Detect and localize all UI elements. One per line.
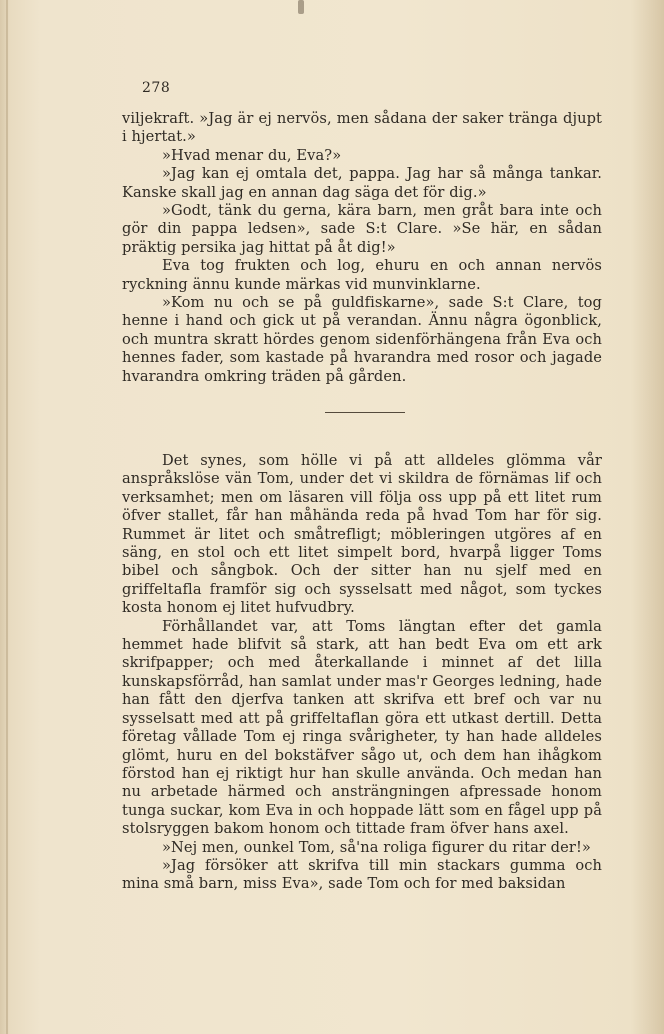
page-number: 278 — [142, 80, 171, 96]
paragraph: Det synes, som hölle vi på att alldeles glömma vår anspråkslöse vän Tom, under det vi skildra de förnämas lif och verksamhet; men om läsaren vill följa oss upp på ett litet rum öfver stallet, får han måhända reda på hvad Tom har för sig. Rummet är litet och småtrefligt; möbleringen utgöres af en säng, en stol och ett litet simpelt bord, hvarpå ligger Toms bibel och sångbok. Och der sitter han nu sjelf med en griffeltafla framför sig och sysselsatt med något, som tyckes kosta honom ej litet hufvudbry. — [122, 452, 602, 617]
paragraph: »Hvad menar du, Eva?» — [162, 146, 342, 164]
paragraph: Eva tog frukten och log, ehuru en och annan nervös ryckning ännu kunde märkas vid munvinklarne. — [122, 257, 602, 293]
paragraph: Förhållandet var, att Toms längtan efter det gamla hemmet hade blifvit så stark, att han bedt Eva om ett ark skrifpapper; och med återkallande i minnet af det lilla kunskapsförråd, han samlat under mas'r Georges ledning, hade han fått den djerfva tanken att skrifva ett bref och var nu sysselsatt med att på griffeltaflan göra ett utkast dertill. Detta företag vållade Tom ej ringa svårigheter, ty han hade alldeles glömt, huru en del bokstäfver sågo ut, och dem han ihågkom förstod han ej riktigt hur han skulle använda. Och medan han nu arbetade härmed och ansträngningen afpressade honom tunga suckar, kom Eva in och hoppade lätt som en fågel upp på stolsryggen bakom honom och tittade fram öfver hans axel. — [122, 617, 602, 838]
section-divider — [325, 412, 405, 413]
paragraph: »Godt, tänk du gerna, kära barn, men gråt bara inte och gör din pappa ledsen», sade S:t Clare. »Se här, en sådan präktig persika jag hittat på åt dig!» — [122, 202, 602, 256]
section-one-text — [122, 110, 602, 386]
paragraph: »Nej men, ounkel Tom, så'na roliga figurer du ritar der!» — [162, 838, 591, 856]
paragraph: »Jag försöker att skrifva till min stackars gumma och mina små barn, miss Eva», sade Tom och for med baksidan — [122, 856, 602, 893]
page-edge-mark — [298, 0, 304, 14]
page-gutter — [6, 0, 8, 1034]
paragraph: »Kom nu och se på guldfiskarne», sade S:t Clare, tog henne i hand och gick ut på verandan. Ännu några ögonblick, och muntra skratt hördes genom sidenförhängena från Eva och hennes fader, som kastade på hvarandra med rosor och jagade hvarandra omkring träden på gården. — [122, 294, 602, 385]
section-two-text — [122, 452, 602, 894]
paragraph: »Jag kan ej omtala det, pappa. Jag har så många tankar. Kanske skall jag en annan dag säga det för dig.» — [122, 165, 602, 201]
paragraph: viljekraft. »Jag är ej nervös, men sådana der saker tränga djupt i hjertat.» — [122, 110, 602, 146]
